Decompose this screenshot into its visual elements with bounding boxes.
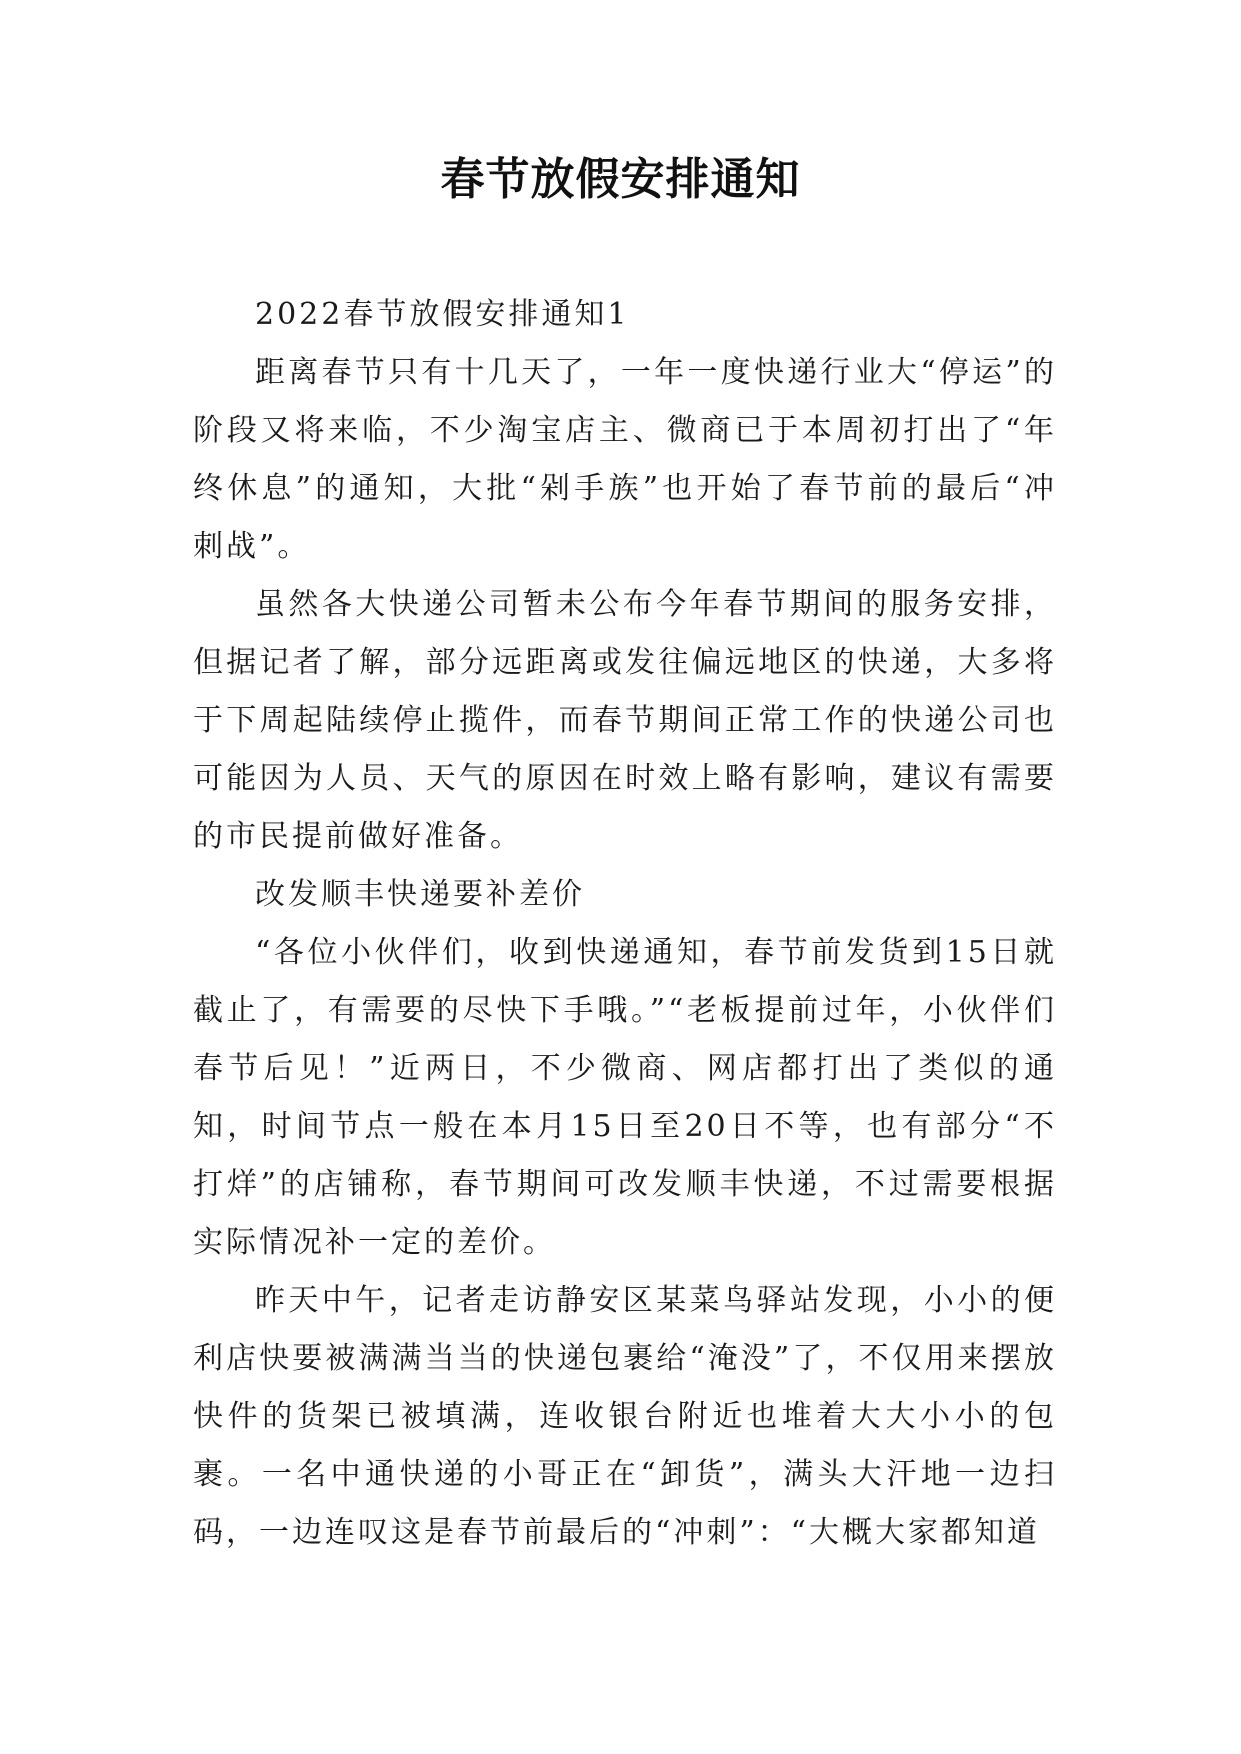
document-title: 春节放假安排通知 <box>440 154 801 205</box>
paragraph: 虽然各大快递公司暂未公布今年春节期间的服务安排，但据记者了解，部分远距离或发往偏远地区的快递，大多将于下周起陆续停止揽件，而春节期间正常工作的快递公司也可能因为人员、天气的原因在时效上略有影响，建议有需要的市民提前做好准备。 <box>193 587 1057 854</box>
paragraph: “各位小伙伴们，收到快递通知，春节前发货到15日就截止了，有需要的尽快下手哦。”“老板提前过年，小伙伴们春节后见！”近两日，不少微商、网店都打出了类似的通知，时间节点一般在本月15日至20日不等，也有部分“不打烊”的店铺称，春节期间可改发顺丰快递，不过需要根据实际情况补一定的差价。 <box>193 935 1057 1260</box>
document-body <box>193 286 1057 1562</box>
paragraph: 距离春节只有十几天了，一年一度快递行业大“停运”的阶段又将来临，不少淘宝店主、微商已于本周初打出了“年终休息”的通知，大批“剁手族”也开始了春节前的最后“冲刺战”。 <box>193 355 1057 564</box>
paragraph-subheading: 改发顺丰快递要补差价 <box>255 877 585 912</box>
paragraph: 昨天中午，记者走访静安区某菜鸟驿站发现，小小的便利店快要被满满当当的快递包裹给“淹没”了，不仅用来摆放快件的货架已被填满，连收银台附近也堆着大大小小的包裹。一名中通快递的小哥正在“卸货”，满头大汗地一边扫码，一边连叹这是春节前最后的“冲刺”：“大概大家都知道 <box>193 1283 1057 1550</box>
paragraph-heading-year: 2022春节放假安排通知1 <box>255 297 630 332</box>
